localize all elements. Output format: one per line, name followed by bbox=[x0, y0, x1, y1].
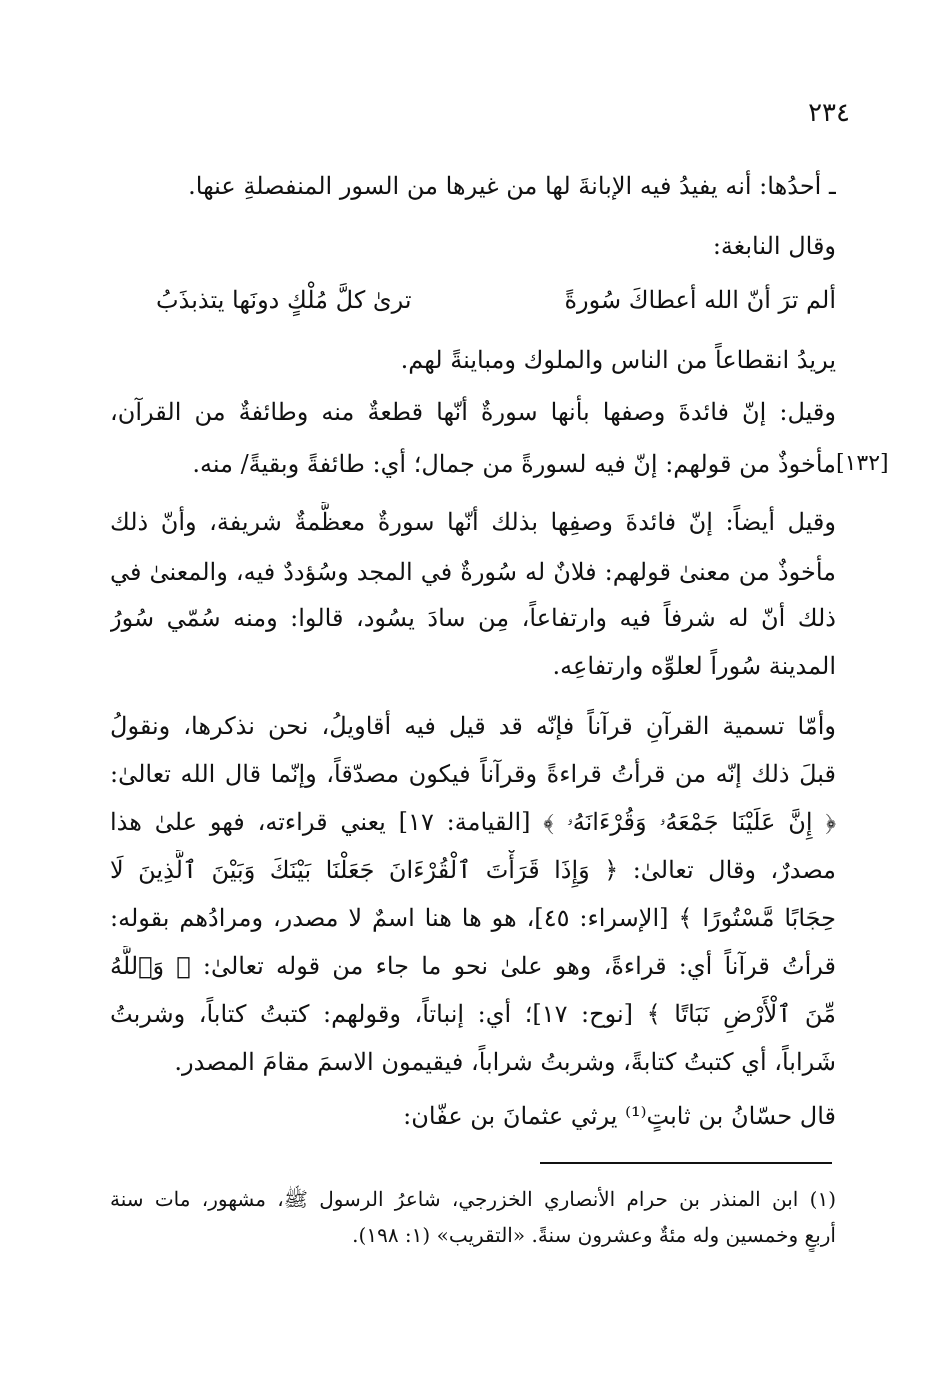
text-line: قبلَ ذلك إنّه من قرأتُ قراءةً وقرآناً فيكون مصدّقاً، وإنّما قال الله تعالىٰ: bbox=[110, 760, 836, 788]
text-line: ﴿ إِنَّ عَلَيْنَا جَمْعَهُۥ وَقُرْءَانَهُۥ ﴾ [القيامة: ١٧] يعني قراءته، فهو علىٰ هذا bbox=[110, 808, 836, 836]
page-number: ٢٣٤ bbox=[808, 98, 850, 128]
text-line: مصدرٌ، وقال تعالىٰ: ﴿ وَإِذَا قَرَأْتَ ٱلْقُرْءَانَ جَعَلْنَا بَيْنَكَ وَبَيْنَ ٱلَّذِينَ لَا bbox=[110, 856, 836, 884]
text-line: مأخوذٌ من قولهم: إنّ فيه لسورةً من جمال؛ أي: طائفةً وبقيةً/ منه. bbox=[192, 450, 836, 478]
footnote-line: أربعٍ وخمسين وله مئةٌ وعشرون سنةً. «التقريب» (١: ١٩٨). bbox=[352, 1223, 836, 1247]
verse-second-hemistich: ترىٰ كلَّ مُلْكٍ دونَها يتذبذَبُ bbox=[156, 286, 412, 314]
text-line: حِجَابًا مَّسْتُورًا ﴾ [الإسراء: ٤٥]، هو ها هنا اسمٌ لا مصدر، ومرادُهم بقوله: bbox=[110, 904, 836, 932]
text-line: ـ أحدُها: أنه يفيدُ فيه الإبانةَ لها من غيرها من السور المنفصلةِ عنها. bbox=[188, 172, 836, 200]
text-line: يريدُ انقطاعاً من الناس والملوك ومباينةً لهم. bbox=[400, 346, 836, 374]
footnote-line: (١) ابن المنذر بن حرام الأنصاري الخزرجي، شاعرُ الرسول ﷺ، مشهور، مات سنة bbox=[110, 1187, 836, 1211]
text-line: قرأتُ قرآناً أي: قراءةً، وهو علىٰ نحو ما جاء من قوله تعالىٰ: ﴿ وَٱللَّهُ bbox=[110, 952, 836, 980]
margin-reference: [١٣٢] bbox=[836, 451, 889, 476]
verse-first-hemistich: ألم ترَ أنّ الله أعطاكَ سُورةً bbox=[564, 286, 836, 314]
text-line: مأخوذٌ من معنىٰ قولهم: فلانٌ له سُورةٌ في المجد وسُؤددٌ فيه، والمعنىٰ في bbox=[110, 558, 836, 586]
text-line: شَراباً، أي كتبتُ كتابةً، وشربتُ شراباً، فيقيمون الاسمَ مقامَ المصدر. bbox=[174, 1048, 836, 1076]
poetry-verse bbox=[156, 280, 836, 320]
text-line: المدينة سُوراً لعلوِّه وارتفاعِه. bbox=[552, 652, 836, 680]
text-line: مِّنَ ٱلْأَرْضِ نَبَاتًا ﴾ [نوح: ١٧]؛ أي: إنباتاً، وقولهم: كتبتُ كتاباً، وشربتُ bbox=[110, 1000, 836, 1028]
text-line: وقيل: إنّ فائدةَ وصفها بأنها سورةٌ أنّها قطعةٌ منه وطائفةٌ من القرآن، bbox=[110, 398, 836, 426]
text-line: وقال النابغة: bbox=[712, 232, 836, 260]
text-line: ذلك أنّ له شرفاً فيه وارتفاعاً، مِن سادَ يسُود، قالوا: ومنه سُمّي سُورُ bbox=[110, 604, 836, 632]
footnote-separator bbox=[540, 1162, 832, 1164]
text-line: وقيل أيضاً: إنّ فائدةَ وصفِها بذلك أنّها سورةٌ معظَّمةٌ شريفة، وأنّ ذلك bbox=[110, 508, 836, 536]
text-line: وأمّا تسمية القرآنِ قرآناً فإنّه قد قيل فيه أقاويلُ، نحن نذكرها، ونقولُ bbox=[110, 712, 836, 740]
text-line: قال حسّانُ بن ثابتٍ⁽¹⁾ يرثي عثمانَ بن عفّان: bbox=[403, 1102, 836, 1130]
